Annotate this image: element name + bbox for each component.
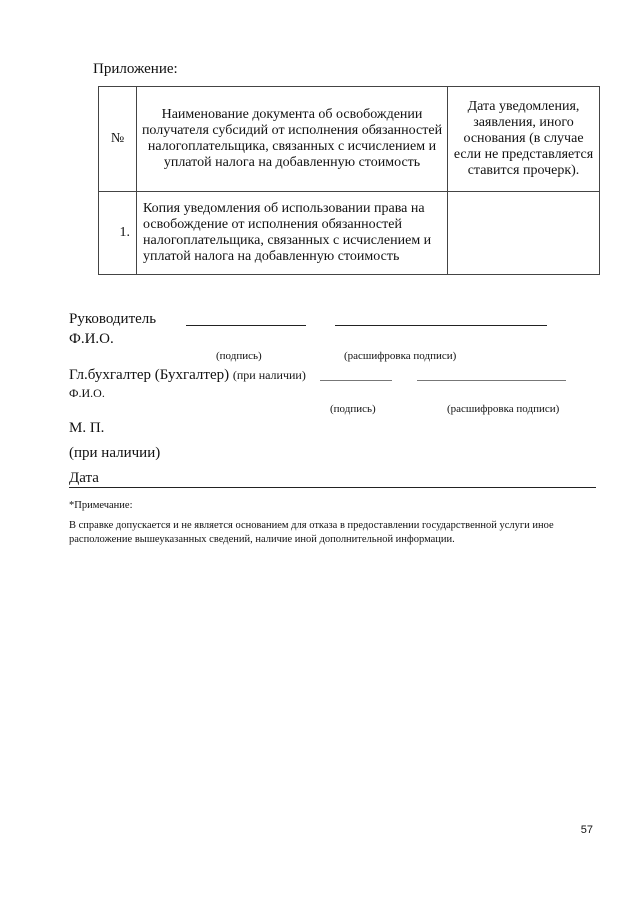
accountant-decode-caption: (расшифровка подписи) <box>447 403 560 415</box>
date-line <box>69 487 596 488</box>
date-label: Дата <box>69 470 99 486</box>
head-sign-caption: (подпись) <box>216 350 262 362</box>
table-header-row <box>99 87 600 192</box>
accountant-title: Гл.бухгалтер (Бухгалтер) <box>69 367 230 383</box>
header-date-cell: Дата уведомления, заявления, иного основания (в случае если не представляется ставится прочерк). <box>448 87 600 192</box>
note-text: В справке допускается и не является основанием для отказа в предоставлении государственной услуги иное расположение вышеуказанных сведений, наличие иной дополнительной информации. <box>69 520 554 545</box>
accountant-if-any: (при наличии) <box>232 368 306 382</box>
head-decode-line <box>335 325 547 326</box>
stamp-label: М. П. <box>69 420 105 436</box>
accountant-sign-caption: (подпись) <box>330 403 376 415</box>
header-name-cell: Наименование документа об освобождении получателя субсидий от исполнения обязанностей налогоплательщика, связанных с исчислением и уплатой налога на добавленную стоимость <box>137 87 448 192</box>
head-label: Руководитель <box>69 311 157 327</box>
appendix-heading: Приложение: <box>93 61 178 77</box>
head-decode-caption: (расшифровка подписи) <box>344 350 457 362</box>
note-title: *Примечание: <box>69 500 133 511</box>
page-number: 57 <box>580 824 593 836</box>
accountant-signature-line <box>320 380 392 381</box>
row-number-cell: 1. <box>99 192 137 275</box>
head-fio-label: Ф.И.О. <box>69 331 114 347</box>
row-name-cell: Копия уведомления об использовании права на освобождение от исполнения обязанностей налогоплательщика, связанных с исчислением и уплатой налога на добавленную стоимость <box>137 192 448 275</box>
appendix-table <box>98 86 600 275</box>
table-row <box>99 192 600 275</box>
accountant-label <box>69 367 306 384</box>
head-signature-line <box>186 325 306 326</box>
accountant-decode-line <box>417 380 566 381</box>
header-number-cell: № <box>99 87 137 192</box>
row-date-cell <box>448 192 600 275</box>
stamp-if-any: (при наличии) <box>69 445 161 461</box>
accountant-fio-label: Ф.И.О. <box>69 386 105 400</box>
